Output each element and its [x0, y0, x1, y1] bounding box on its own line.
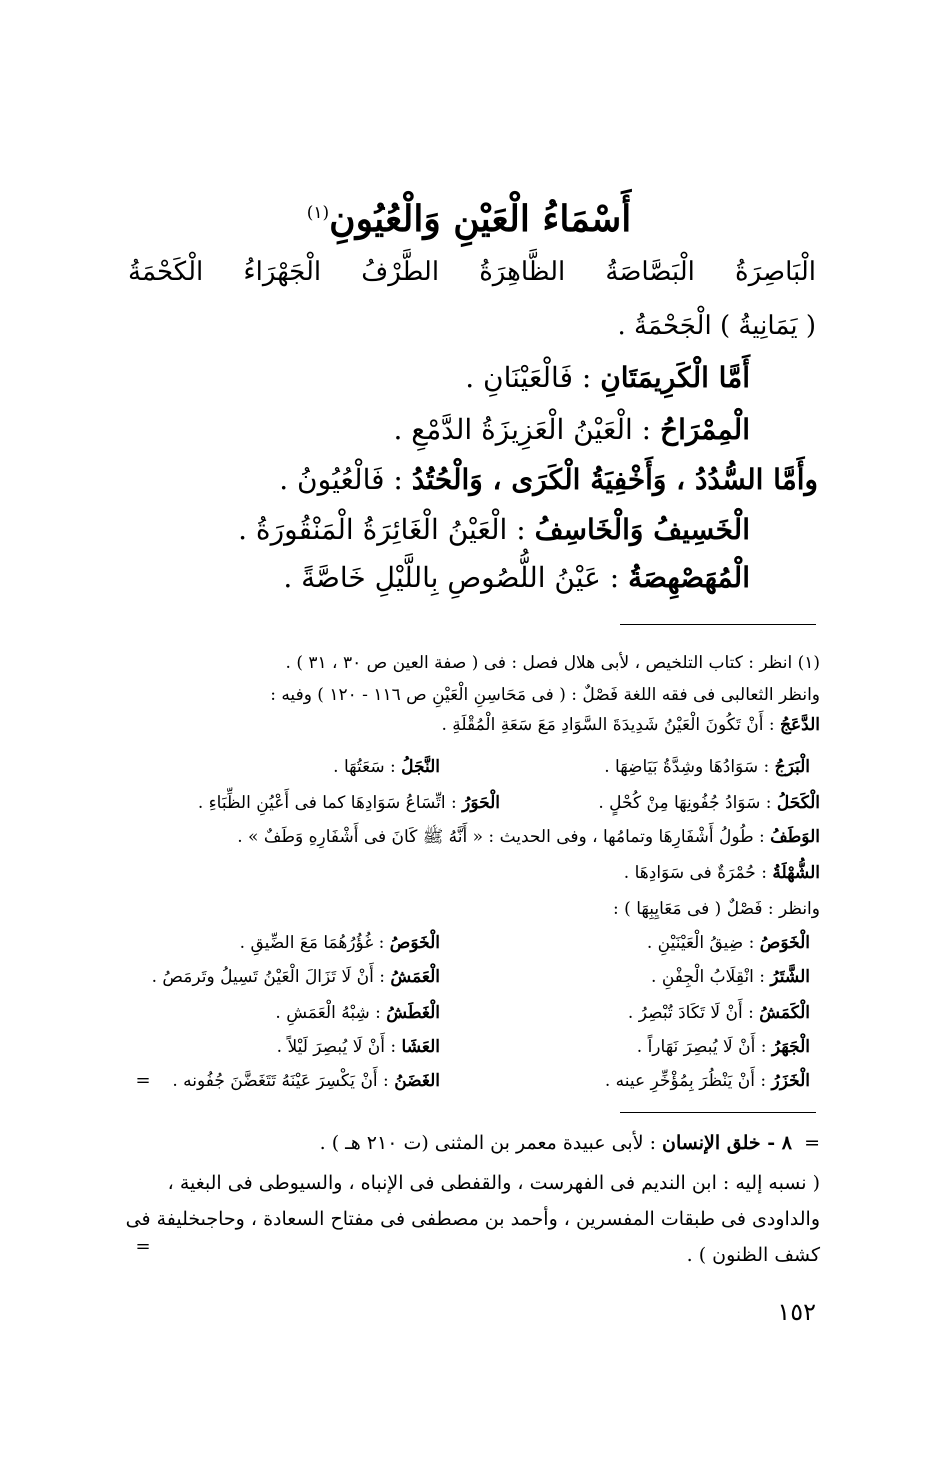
- entry-sep: :: [600, 561, 629, 594]
- footnote-term: الْخَوَصُ: [759, 933, 810, 953]
- footnote-def: : أَنْ لَا تَكَادَ تُبْصِرُ .: [627, 1003, 760, 1023]
- term: الْبَصَّاصَةُ: [605, 257, 695, 287]
- footnote-term: الْخَوَصُ: [389, 933, 440, 953]
- entry-body: فَالْعَيْنَانِ .: [465, 361, 573, 394]
- footnote-shuhla: [120, 858, 820, 888]
- entry-body: الْعَيْنُ الْعَزِيزَةُ الدَّمْعِ .: [393, 413, 633, 446]
- footnote-cell: [120, 962, 440, 992]
- title-footnote-marker: (١): [306, 203, 330, 223]
- footnote-def: : سَعَتُهَا .: [333, 757, 402, 777]
- entry-head: الْمُهَصْهِصَةُ: [628, 561, 750, 594]
- footnote-cell: [440, 752, 810, 782]
- footnote-term: الْبَرَجُ: [774, 757, 810, 777]
- footnote-cell: [120, 1032, 440, 1062]
- footnote-def: : سَوَادُهَا وشِدَّةُ بَيَاضِهَا .: [604, 757, 775, 777]
- continued-mark: =: [804, 1132, 820, 1154]
- footnote-cell: [120, 752, 440, 782]
- footnote-def: : غُؤُرُهُمَا مَعَ الضِّيقِ .: [239, 933, 390, 953]
- bibliography-line: ( نسبه إليه : ابن النديم فى الفهرست ، والقفطى فى الإنباه ، والسيوطى فى البغية ،: [167, 1172, 820, 1194]
- footnote-line: وانظر الثعالبى فى فقه اللغة فَصْلٌ : ( فى مَحَاسِنِ الْعَيْنِ ص ١١٦ - ١٢٠ ) وفيه :: [270, 685, 820, 705]
- entry-khasif: [110, 508, 750, 552]
- footnote-term: الْغَطَشُ: [386, 1003, 440, 1023]
- footnote-cell: [440, 1066, 810, 1096]
- footnote-line: وانظر : فَصْلٌ ( فى مَعَايِبِهَا ) :: [613, 899, 820, 919]
- entry-head: الْخَسِيفُ وَالْخَاسِفُ: [534, 513, 750, 546]
- footnote-pair-row: [120, 1032, 810, 1062]
- footnote-term: الْكَحَلُ: [776, 793, 820, 813]
- entry-sep: :: [572, 361, 601, 394]
- footnote-term: الْجَهَرُ: [771, 1037, 810, 1057]
- footnote-cell: [440, 998, 810, 1028]
- footnote-term: الدَّعَجُ: [780, 715, 820, 735]
- footnote-def: : اتِّسَاعُ سَوَادِهَا كما فى أَعْيُنِ الظِّبَاءِ .: [197, 793, 463, 813]
- page-title: [0, 188, 938, 244]
- entry-muhashisa: [110, 556, 750, 600]
- footnote-cell: [120, 998, 440, 1028]
- item-body: : لأبى عبيدة معمر بن المثنى (ت ٢١٠ هـ ) .: [319, 1132, 663, 1154]
- bibliography-item: [120, 1126, 820, 1161]
- entry-karimatan: [110, 356, 750, 400]
- footnote-cell: [440, 928, 810, 958]
- item-head: ٨ - خلق الإنسان: [662, 1132, 792, 1154]
- term: الْجَهْرَاءُ: [243, 257, 322, 287]
- footnote-def: : أَنْ لَا يُبصِرَ نَهَاراً .: [636, 1037, 772, 1057]
- continuation-mark: =: [135, 1070, 151, 1091]
- terms-line-2: ( يَمَانِيةُ ) الْجَحْمَةُ .: [617, 311, 816, 341]
- footnote-term: الْعَمَشُ: [390, 967, 440, 987]
- footnote-cell: [120, 1066, 440, 1096]
- footnote-term: الْخَزَرُ: [771, 1071, 810, 1091]
- footnote-cell: [440, 962, 810, 992]
- footnote-daaj: [120, 710, 820, 740]
- footnote-pair-row: [120, 928, 810, 958]
- entry-mimrah: [110, 408, 750, 452]
- bibliography-line: والداودى فى طبقات المفسرين ، وأحمد بن مصطفى فى مفتاح السعادة ، وحاجىخليفة فى: [125, 1208, 820, 1230]
- footnote-def: : ضِيقُ الْعَيْنَيْنِ .: [646, 933, 760, 953]
- footnote-row-kahal: [120, 788, 820, 818]
- footnote-def: : أَنْ لَا تَزَالَ الْعَيْنُ تَسِيلُ وتَرمَصُ .: [151, 967, 391, 987]
- entry-sudud: [98, 458, 818, 502]
- entry-body: الْعَيْنُ الْغَائِرَةُ الْمَنْقُورَةُ .: [238, 513, 508, 546]
- footnote-term: الغَضَنُ: [394, 1071, 440, 1091]
- footnote-term: الوَطَفُ: [770, 827, 820, 847]
- footnote-row-barj: [120, 752, 810, 782]
- title-text: أَسْمَاءُ الْعَيْنِ وَالْعُيُونِ: [329, 198, 632, 240]
- footnote-watf: [120, 822, 820, 852]
- entry-body: فَالْعُيُونُ .: [279, 463, 385, 496]
- footnote-cell: [120, 788, 500, 818]
- page-number: ١٥٢: [777, 1298, 816, 1326]
- footnote-def: : حُمْرَةٌ فى سَوَادِهَا .: [623, 863, 773, 883]
- footnote-def: : أَنْ يَكْسِرَ عَيْنَهُ تَتَغَضَّنَ جُفُونه .: [172, 1071, 395, 1091]
- footnote-def: : أَنْ لَا يُبصِرَ لَيْلاً .: [276, 1037, 402, 1057]
- entry-sep: :: [632, 413, 660, 446]
- entry-body: عَيْنُ اللُّصُوصِ بِاللَّيْلِ خَاصَّةً .: [283, 561, 601, 594]
- footnote-def: : انْقِلَابُ الْجِفْنِ .: [651, 967, 771, 987]
- continuation-mark: =: [135, 1236, 151, 1257]
- term: الطَّرْفُ: [361, 257, 440, 287]
- footnote-term: الشُّهْلَةُ: [772, 863, 820, 883]
- footnote-def: : شِبْهُ الْعَمَشِ .: [275, 1003, 387, 1023]
- footnote-def: : أَنْ تَكُونَ الْعَيْنُ شَدِيدَةَ السَّوَادِ مَعَ سَعَةِ الْمُقْلَةِ .: [441, 715, 781, 735]
- footnote-rule: [620, 624, 816, 625]
- footnote-cell: [440, 1032, 810, 1062]
- entry-head: وأَمَّا السُّدُدُ ، وَأَخْفِيَةُ الْكَرَى ، وَالْحُتُدُ: [411, 463, 818, 496]
- footnote-def: : أَنْ يَنْظُرَ بِمُؤْخِّرِ عينه .: [604, 1071, 772, 1091]
- footnote-term: الْكَمَشُ: [759, 1003, 810, 1023]
- terms-line-1: [128, 252, 816, 292]
- footnote-term: العَشَا: [401, 1037, 440, 1057]
- term: الْكَحْمَةُ: [128, 257, 204, 287]
- footnote-pair-row: [120, 998, 810, 1028]
- footnote-term: النَّجَلُ: [401, 757, 440, 777]
- entry-sep: :: [384, 463, 412, 496]
- entry-sep: :: [507, 513, 535, 546]
- footnote-def: : طُولُ أَشْفَارِهَا وتمامُها ، وفى الحديث : « أَنَّهُ ﷺ كَانَ فى أَشْفَارِهِ وَطَفٌ » .: [237, 827, 771, 847]
- footnote-term: الشَّتَرُ: [770, 967, 810, 987]
- footnote-pair-row: [120, 962, 810, 992]
- footnote-term: الْحَوَرُ: [462, 793, 500, 813]
- footnote-rule-2: [620, 1112, 816, 1113]
- term: الظَّاهِرَةُ: [479, 257, 566, 287]
- footnote-pair-row: [120, 1066, 810, 1096]
- footnote-cell: [500, 788, 820, 818]
- entry-head: أَمَّا الْكَرِيمَتَانِ: [600, 361, 750, 394]
- footnote-cell: [120, 928, 440, 958]
- entry-head: الْمِمْرَاحُ: [660, 413, 750, 446]
- bibliography-line: كشف الظنون ) .: [686, 1244, 820, 1266]
- footnote-def: : سَوَادُ جُفُونِهَا مِنْ كُحْلٍ .: [598, 793, 777, 813]
- footnote-line: (١) انظر : كتاب التلخيص ، لأبى هلال فصل : فى ( صفة العين ص ٣٠ ، ٣١ ) .: [285, 653, 820, 673]
- term: الْبَاصِرَةُ: [735, 257, 816, 287]
